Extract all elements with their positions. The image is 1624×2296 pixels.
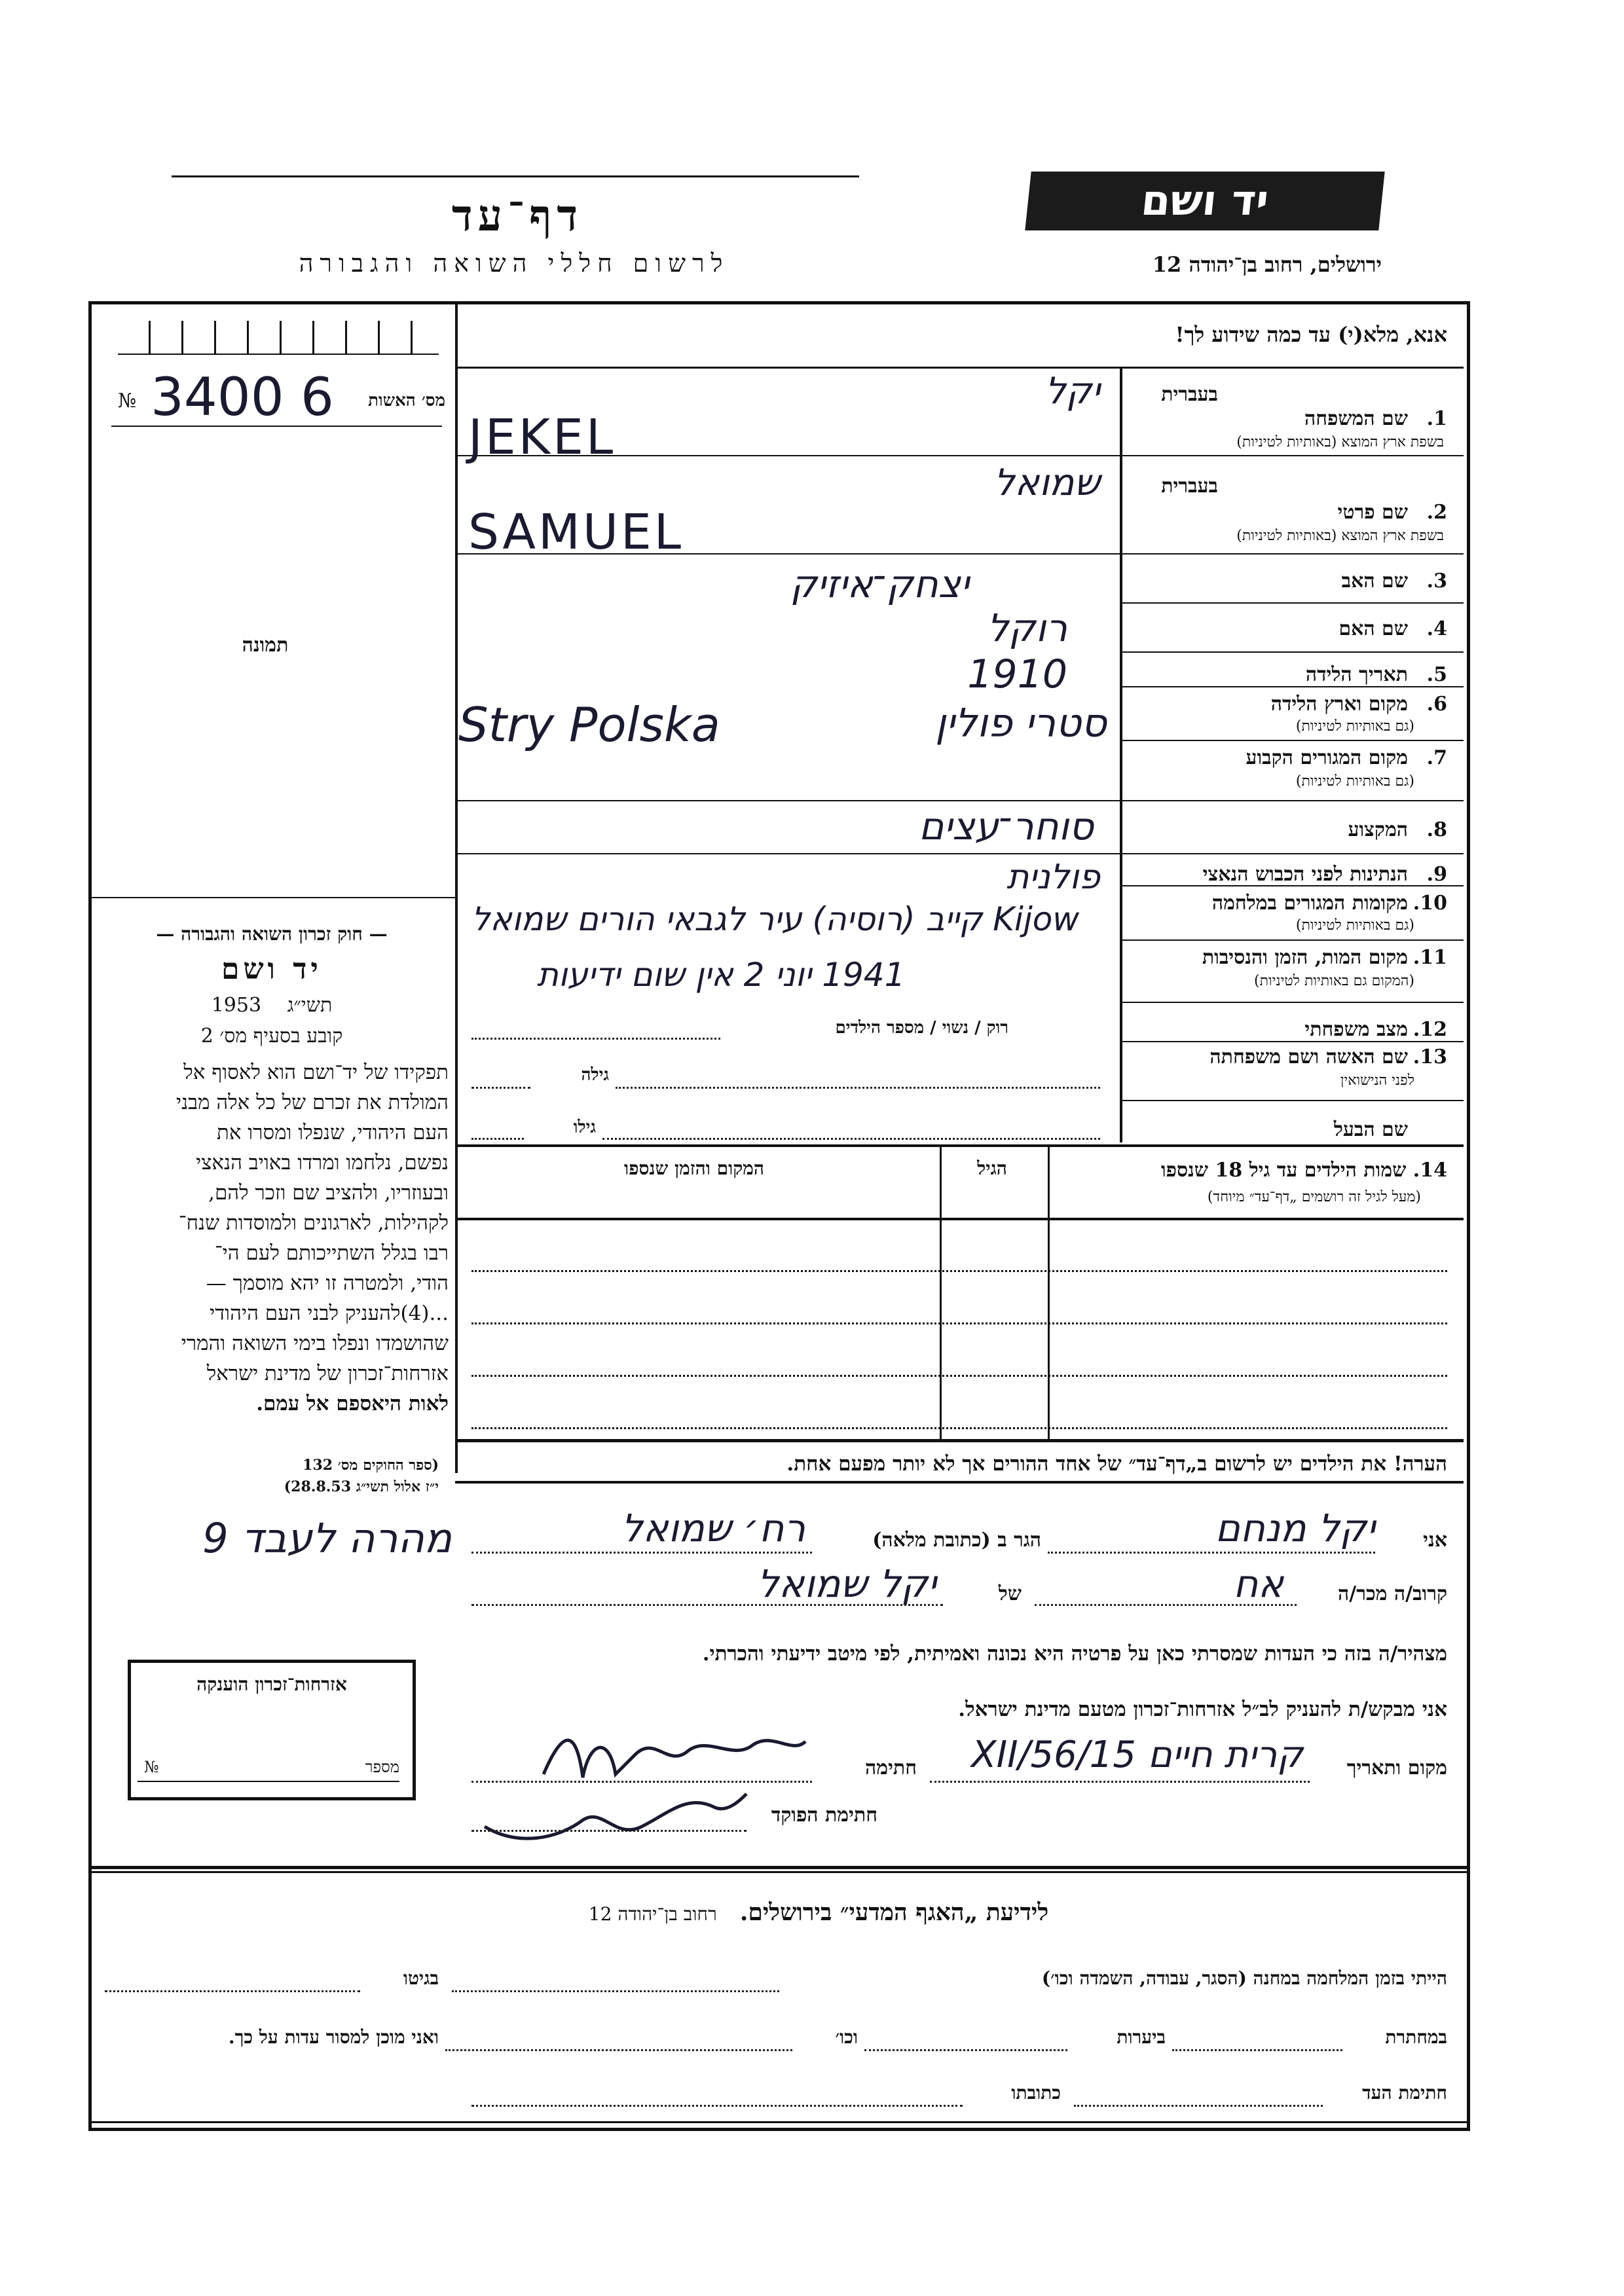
field-11-label: מקום המות, הזמן והנסיבות (1202, 946, 1408, 969)
field-8-num: 8. (1426, 818, 1447, 841)
row-rule-7 (455, 800, 1464, 801)
field-11-num: 11. (1412, 946, 1447, 969)
children-divider-b (940, 1144, 942, 1439)
citizenship-number-prefix: № (144, 1758, 159, 1776)
declarant-officer-dots (471, 1830, 747, 1832)
declarant-place-date-label: מקום ותאריך (1346, 1757, 1447, 1779)
row-rule-13 (1120, 1100, 1464, 1101)
law-top-rule (88, 897, 455, 898)
declarant-officer-label: חתימת הפוקד (771, 1804, 877, 1827)
citizenship-number-label: מספר (365, 1758, 399, 1776)
field-1-num: 1. (1426, 407, 1447, 430)
law-line: ובעוזריו, ולהציב שם וזכר להם, (208, 1181, 449, 1205)
row-rule-8 (455, 853, 1464, 854)
field-3-label: שם האב (1341, 570, 1408, 592)
file-number-value: 3400 6 (151, 367, 334, 428)
field-husband-dots-b (602, 1138, 1100, 1140)
field-9-num: 9. (1426, 863, 1447, 886)
declarant-declare: מצהיר/ה בזה כי העדות שמסרתי כאן על פרטיה היא נכונה ואמיתית, לפי מיטב ידיעתי והכרתי. (702, 1642, 1447, 1666)
row-rule-3 (1120, 602, 1464, 604)
file-number-underline (111, 426, 442, 427)
field-husband-label: שם הבעל (1333, 1118, 1408, 1141)
row-rule-9 (1120, 885, 1464, 886)
declarant-request: אני מבקש/ת להעניק לב״ל אזרחות־זכרון מטעם מדינת ישראל. (958, 1698, 1447, 1721)
field-2-lang: בעברית (1161, 475, 1218, 498)
declarant-of-label: של (998, 1582, 1022, 1605)
children-divider-a (1048, 1144, 1050, 1439)
law-line: הודי, ולמטרה זו יהא מוסמך — (206, 1271, 449, 1295)
footer-line2-dots-b (864, 2049, 1067, 2051)
logo-text: יד ושם (1139, 177, 1271, 225)
footer-line2-dots-a (1172, 2049, 1342, 2051)
children-col-place: המקום והזמן שנספו (624, 1157, 764, 1179)
footer-line1-b: בגיטו (403, 1967, 439, 1989)
form-subtitle: לרשום חללי השואה והגבורה (299, 249, 729, 278)
field-10-num: 10. (1412, 892, 1447, 915)
law-clause: קובע בסעיף מס׳ 2 (200, 1025, 343, 1048)
field-1-lang: בעברית (1161, 383, 1218, 406)
field-2-value-latin: SAMUEL (468, 504, 684, 560)
file-number-ticks (118, 321, 439, 355)
row-rule-10 (1120, 939, 1464, 941)
field-6-sub: (גם באותיות לטיניות) (1295, 718, 1414, 735)
left-column-divider (455, 301, 458, 1473)
footer-top-rule-b (88, 1871, 1467, 1873)
field-11-value: 1941 יוני 2 אין שום ידיעות (537, 956, 906, 994)
note-rule (455, 1481, 1464, 1484)
field-7-sub: (גם באותיות לטיניות) (1295, 773, 1414, 790)
law-line: תפקידו של יד־ושם הוא לאסוף אל (183, 1061, 449, 1084)
intro-rule (455, 367, 1464, 369)
field-5-label: תאריך הלידה (1305, 663, 1408, 686)
field-6-value-latin: Stry Polska (458, 697, 720, 752)
intro-text: אנא, מלא(י) עד כמה שידוע לך! (1175, 322, 1447, 347)
declarant-ani: אני (1423, 1529, 1447, 1552)
declarant-name: יקל מנחם (1215, 1506, 1375, 1550)
children-row-3 (471, 1375, 1447, 1377)
field-1-sub: בשפת ארץ המוצא (באותיות לטיניות) (1236, 434, 1444, 450)
law-line: שהושמדו ונפלו בימי השואה והמרי (181, 1332, 449, 1355)
label-column-divider (1120, 367, 1122, 1142)
field-13-sub: לפני הנישואין (1340, 1072, 1414, 1089)
officer-scribble-icon (478, 1781, 753, 1853)
law-line: נפשם, נלחמו ומרדו באויב הנאצי (196, 1151, 449, 1175)
field-husband-dots (471, 1138, 524, 1140)
declarant-resides-label: הגר ב (כתובת מלאה) (872, 1529, 1041, 1552)
children-row-2 (471, 1322, 1447, 1324)
footer-heading-text: לידיעת „האגף המדעי״ בירושלים. (739, 1899, 1049, 1926)
law-line: לקהילות, לארגונים ולמוסדות שנח־ (178, 1211, 449, 1235)
citizenship-number-line (138, 1781, 399, 1782)
field-husband-value: גילו (573, 1118, 596, 1137)
field-1-label: שם המשפחה (1304, 407, 1408, 430)
declarant-relative-label: קרוב/ה מכר/ה (1338, 1582, 1447, 1605)
law-heading: — חוק זכרון השואה והגבורה — (156, 923, 388, 945)
field-1-value-he: יקל (1044, 370, 1100, 412)
footer-line2-dots-c (445, 2049, 792, 2051)
law-line: אזרחות־זכרון של מדינת ישראל (206, 1362, 449, 1385)
field-13-dots-b (616, 1087, 1100, 1089)
footer-line1-a: הייתי בזמן המלחמה במחנה (הסגר, עבודה, השמדה וכו׳) (1041, 1967, 1447, 1989)
file-number-label: מס׳ האשות (368, 391, 445, 410)
footer-line1-dots-a (452, 1990, 779, 1992)
form-title: דף־עד (451, 190, 583, 241)
law-line: לאות היאספם אל עמם. (256, 1392, 449, 1415)
officer-signature (478, 1781, 753, 1853)
row-rule-14 (455, 1144, 1464, 1147)
footer-line3-dots-b (471, 2105, 963, 2107)
citizenship-title: אזרחות־זכרון הוענקה (196, 1673, 347, 1695)
field-10-value: Kijow קייב (רוסיה) עיר לגבאי הורים שמואל (471, 900, 1080, 938)
footer-address: רחוב בן־יהודה 12 (588, 1903, 717, 1925)
field-9-value: פולנית (1006, 858, 1100, 897)
field-7-label: מקום המגורים הקבוע (1246, 746, 1408, 769)
file-number-prefix: № (118, 390, 137, 412)
law-year-he: תשי״ג (287, 994, 333, 1017)
row-rule-5 (1120, 686, 1464, 687)
field-12-num: 12. (1412, 1018, 1447, 1041)
footer-line2-c: וכו׳ (835, 2026, 858, 2048)
row-rule-11 (1120, 1002, 1464, 1003)
field-12-dots (471, 1038, 720, 1040)
field-10-label: מקומות המגורים במלחמה (1211, 892, 1408, 915)
field-2-value-he: שמואל (993, 462, 1100, 504)
footer-line2-a: במחתרת (1385, 2026, 1447, 2048)
law-text (95, 1057, 449, 1419)
field-10-sub: (גם באותיות לטיניות) (1295, 917, 1414, 934)
row-rule-12 (1120, 1041, 1464, 1042)
field-9-label: הנתינות לפני הכבוש הנאצי (1202, 863, 1408, 886)
declarant-address-dots (471, 1552, 812, 1554)
law-year (98, 994, 445, 1017)
law-source: (ספר החוקים מס׳ 132 (303, 1457, 439, 1474)
field-4-label: שם האם (1338, 617, 1408, 640)
children-row-1 (471, 1270, 1447, 1272)
header-address: ירושלים, רחוב בן־יהודה 12 (1152, 252, 1382, 277)
footer-line2-b: ביערות (1116, 2026, 1166, 2048)
footer-line3-b: כתובתו (1011, 2082, 1061, 2104)
declarant-signature-label: חתימה (865, 1757, 917, 1779)
field-11-sub: (המקום גם באותיות לטיניות) (1254, 973, 1414, 989)
field-12-options: רוק / נשוי / מספר הילדים (835, 1018, 1008, 1038)
field-2-label: שם פרטי (1337, 501, 1408, 524)
children-bottom-rule (455, 1439, 1464, 1442)
declarant-place-date: קרית חיים 15/XII/56 (971, 1734, 1303, 1776)
declarant-address: רח׳ שמואל (621, 1506, 805, 1550)
law-name: יד ושם (221, 953, 322, 986)
header-rule (172, 175, 859, 177)
field-5-value: 1910 (967, 651, 1067, 697)
field-6-num: 6. (1426, 693, 1447, 716)
declarant-of-dots (471, 1604, 943, 1606)
law-source-date: י״ז אלול תשי״ג 28.8.53) (284, 1478, 439, 1495)
field-8-label: המקצוע (1348, 818, 1408, 841)
field-13-dots (471, 1087, 530, 1089)
row-rule-4 (1120, 651, 1464, 653)
law-line: המולדת את זכרם של כל אלה מבני (175, 1091, 449, 1114)
field-12-label: מצב משפחתי (1304, 1018, 1408, 1041)
footer-line2-d: ואני מוכן למסור עדות על כך. (228, 2026, 439, 2048)
law-line: העם היהודי, שנפלו ומסרו את (216, 1121, 449, 1144)
declarant-of-value: יקל שמואל (757, 1561, 936, 1606)
footer-line3-dots-a (1074, 2105, 1323, 2107)
footer-line3-a: חתימת העד (1362, 2082, 1447, 2104)
citizenship-box (128, 1660, 416, 1800)
field-13-label: שם האשה ושם משפחתה (1209, 1046, 1408, 1068)
field-1-value-latin: JEKEL (468, 409, 616, 465)
field-3-value: יצחק־איזיק (790, 562, 969, 606)
law-line: רבו בגלל השתייכותם לעם הי־ (214, 1241, 449, 1265)
field-4-value: רוקל (987, 606, 1067, 650)
field-13-value: גילה (581, 1065, 609, 1085)
field-4-num: 4. (1426, 617, 1447, 640)
field-2-sub: בשפת ארץ המוצא (באותיות לטיניות) (1236, 528, 1444, 544)
field-3-num: 3. (1426, 570, 1447, 592)
law-year-num: 1953 (211, 994, 262, 1017)
field-8-value: סוחר־עצים (918, 804, 1094, 848)
field-2-num: 2. (1426, 501, 1447, 524)
children-title: 14. שמות הילדים עד גיל 18 שנספו (1160, 1159, 1447, 1182)
photo-label: תמונה (242, 634, 289, 657)
field-6-value-he: סטרי פולין (935, 701, 1107, 746)
declarant-relation-dots (1035, 1604, 1297, 1606)
declarant-name-dots (1048, 1552, 1375, 1554)
law-line: ...(4)להעניק לבני העם היהודי (210, 1302, 449, 1325)
frame-bottom-double (88, 2121, 1467, 2123)
field-7-num: 7. (1426, 746, 1447, 769)
margin-note: מהרה לעבד 9 (202, 1514, 452, 1562)
declarant-place-date-dots (930, 1781, 1310, 1783)
footer-line1-dots-b (105, 1990, 360, 1992)
row-rule-6 (1120, 740, 1464, 741)
field-6-label: מקום וארץ הלידה (1270, 693, 1408, 716)
declarant-relation: אח (1233, 1561, 1283, 1606)
footer-top-rule (88, 1866, 1467, 1869)
footer-heading (458, 1899, 1179, 1926)
children-col-age: הגיל (977, 1157, 1007, 1179)
field-5-num: 5. (1426, 663, 1447, 686)
children-header-rule (455, 1218, 1464, 1220)
children-row-4 (471, 1427, 1447, 1429)
note-text: הערה! את הילדים יש לרשום ב„דף־עד״ של אחד ההורים אך לא יותר מפעם אחת. (786, 1452, 1447, 1476)
children-subtitle: (מעל לגיל זה רושמים „דף־עד״ מיוחד) (1207, 1189, 1421, 1205)
yad-vashem-logo (1025, 172, 1384, 230)
field-13-num: 13. (1412, 1046, 1447, 1068)
